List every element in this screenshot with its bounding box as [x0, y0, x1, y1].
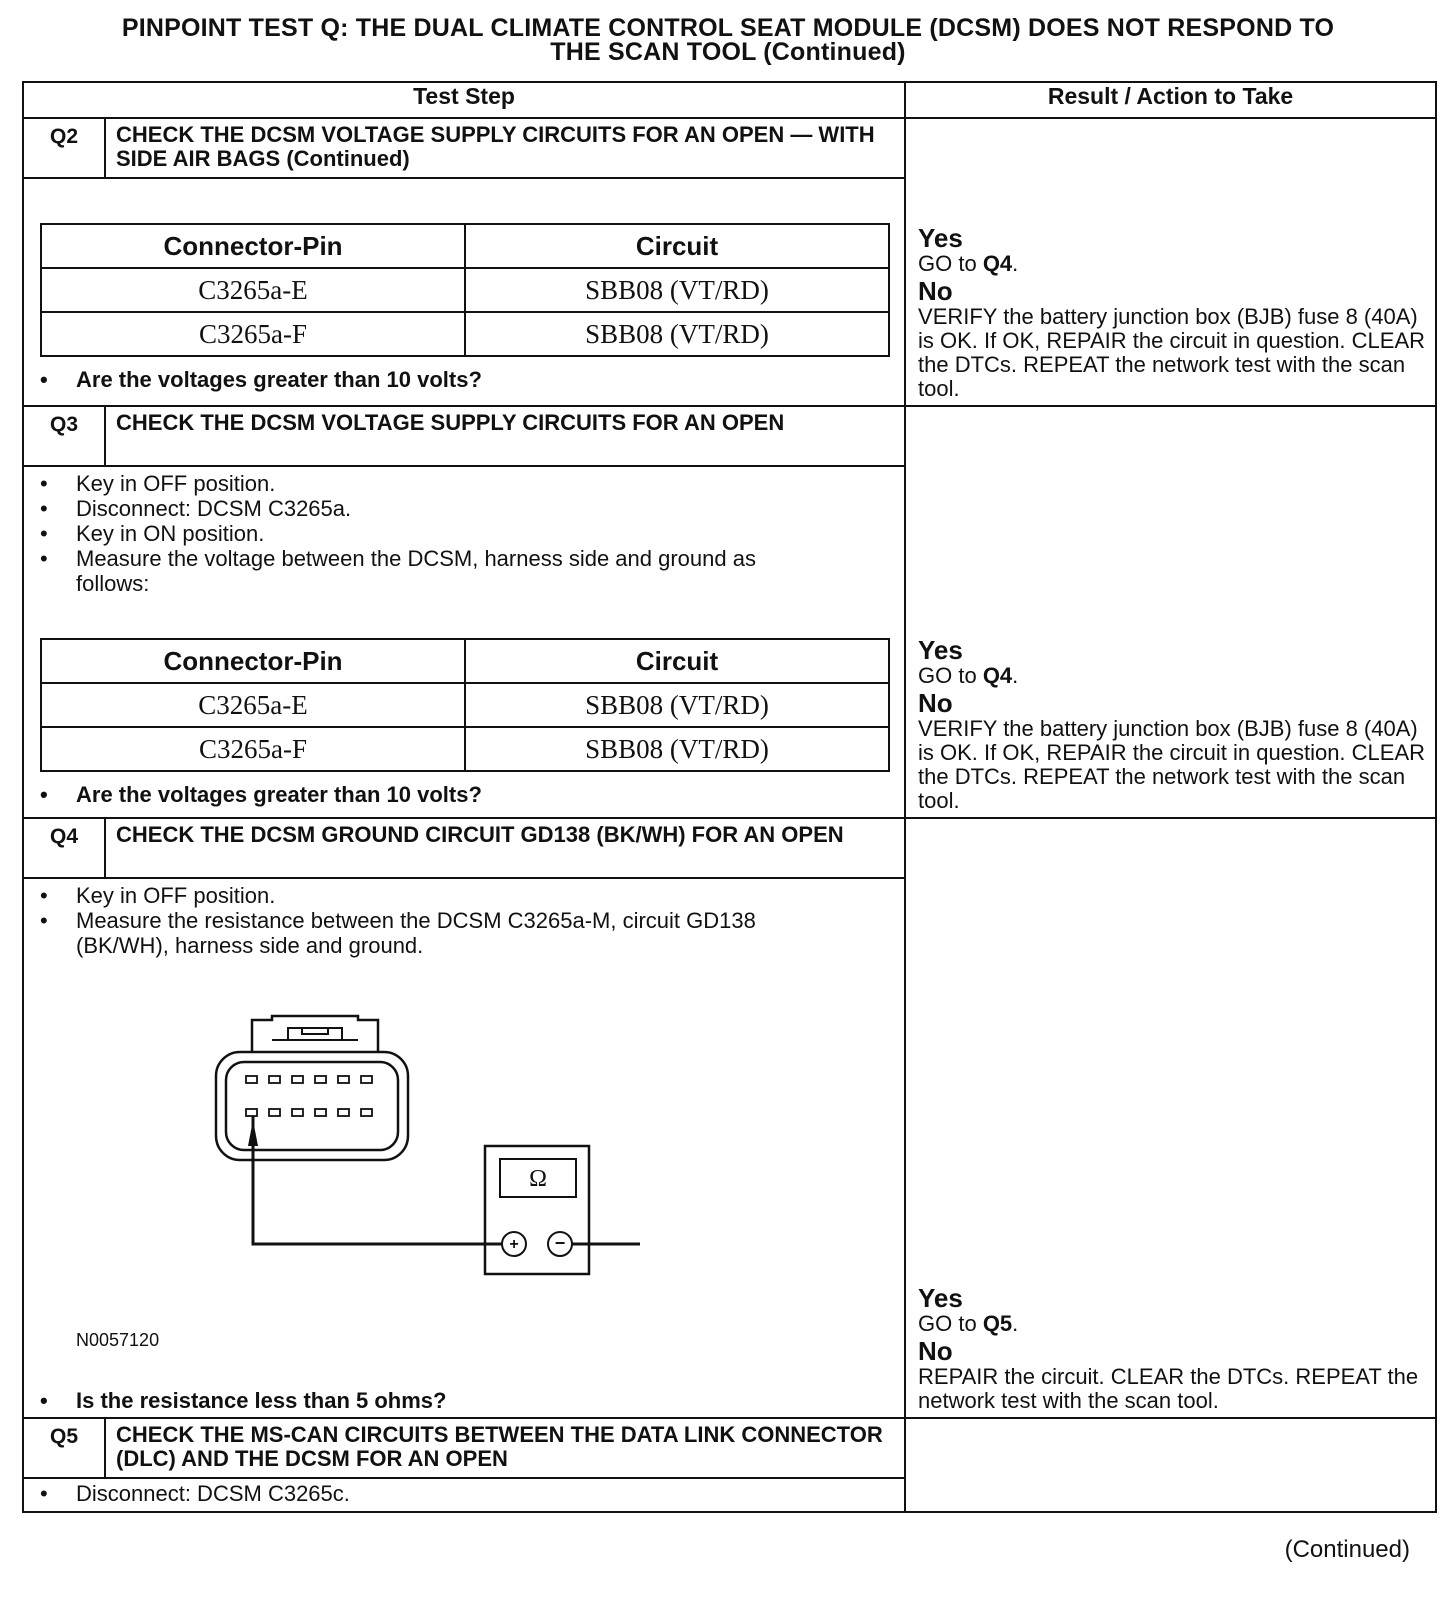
question-q4: • Is the resistance less than 5 ohms?: [40, 1388, 888, 1413]
step-number-q5: Q5: [23, 1418, 105, 1478]
connector-ohmmeter-figure: [40, 978, 640, 1358]
list-item: • Disconnect: DCSM C3265c.: [40, 1481, 888, 1506]
positive-lead: [253, 1116, 502, 1244]
connector-body: [216, 1052, 408, 1160]
ohmmeter-diagram: [40, 978, 640, 1378]
pin-cell: C3265a-E: [41, 268, 465, 312]
step-body-q3: [23, 466, 905, 818]
step-body-q4: [23, 878, 905, 1418]
yes-label-q4: Yes: [918, 1283, 963, 1313]
plus-sign: +: [509, 1236, 519, 1253]
pin-table-q3: [40, 638, 890, 772]
yes-action-q3: GO to Q4.: [918, 663, 1019, 688]
circuit-col-header: Circuit: [465, 224, 889, 268]
pinpoint-test-table: [22, 81, 1437, 1513]
step-number-q2: Q2: [23, 118, 105, 178]
page-title: [22, 16, 1434, 64]
pin-table-q2: [40, 223, 890, 357]
question-q3: • Are the voltages greater than 10 volts?: [40, 782, 888, 807]
step-number-q4: Q4: [23, 818, 105, 878]
yes-label-q3: Yes: [918, 635, 963, 665]
continued-label: (Continued): [1284, 1536, 1410, 1563]
list-item: • Key in OFF position.: [40, 883, 888, 908]
step-body-q5: [23, 1478, 905, 1512]
no-label-q4: No: [918, 1336, 953, 1366]
step-heading-q2: CHECK THE DCSM VOLTAGE SUPPLY CIRCUITS FOR AN OPEN — WITH SIDE AIR BAGS (Continued): [105, 118, 905, 178]
step-number-q3: Q3: [23, 406, 105, 466]
pin-col-header: Connector-Pin: [41, 224, 465, 268]
yes-action-q2: GO to Q4.: [918, 251, 1019, 276]
pin-cell: C3265a-E: [41, 683, 465, 727]
connector-pins: [246, 1076, 372, 1116]
no-action-q3: VERIFY the battery junction box (BJB) fuse 8 (40A) is OK. If OK, REPAIR the circuit in question. CLEAR the DTCs. REPEAT the network test with the scan tool.: [918, 716, 1426, 813]
step-heading-q5: CHECK THE MS-CAN CIRCUITS BETWEEN THE DATA LINK CONNECTOR (DLC) AND THE DCSM FOR AN OPEN: [105, 1418, 905, 1478]
circuit-cell: SBB08 (VT/RD): [465, 312, 889, 356]
probe-tip: [248, 1120, 258, 1146]
question-q2: • Are the voltages greater than 10 volts?: [40, 367, 888, 392]
no-action-q4: REPAIR the circuit. CLEAR the DTCs. REPEAT the network test with the scan tool.: [918, 1364, 1419, 1413]
circuit-col-header: Circuit: [465, 639, 889, 683]
result-q4: [905, 818, 1436, 1418]
title-line-2: THE SCAN TOOL (Continued): [550, 38, 906, 66]
no-label-q3: No: [918, 688, 953, 718]
step-heading-q3: CHECK THE DCSM VOLTAGE SUPPLY CIRCUITS FOR AN OPEN: [105, 406, 905, 466]
circuit-cell: SBB08 (VT/RD): [465, 683, 889, 727]
title-line-1: PINPOINT TEST Q: THE DUAL CLIMATE CONTROL SEAT MODULE (DCSM) DOES NOT RESPOND TO: [121, 14, 1335, 42]
figure-id: N0057120: [76, 1330, 160, 1350]
no-action-q2: VERIFY the battery junction box (BJB) fuse 8 (40A) is OK. If OK, REPAIR the circuit in question. CLEAR the DTCs. REPEAT the network test with the scan tool.: [918, 304, 1426, 401]
pin-cell: C3265a-F: [41, 312, 465, 356]
pin-col-header: Connector-Pin: [41, 639, 465, 683]
minus-sign: −: [554, 1233, 566, 1253]
circuit-cell: SBB08 (VT/RD): [465, 268, 889, 312]
negative-lead: [572, 1244, 640, 1300]
list-item: • Key in ON position.: [40, 521, 888, 546]
list-item: • Measure the voltage between the DCSM, harness side and ground as follows:: [40, 546, 888, 596]
pin-cell: C3265a-F: [41, 727, 465, 771]
step-body-q2: [23, 178, 905, 406]
circuit-cell: SBB08 (VT/RD): [465, 727, 889, 771]
list-item: • Measure the resistance between the DCSM C3265a-M, circuit GD138 (BK/WH), harness side and ground.: [40, 908, 888, 958]
header-result: Result / Action to Take: [905, 82, 1436, 118]
ohm-symbol: Ω: [529, 1166, 547, 1192]
result-q3: [905, 406, 1436, 818]
result-q5: [905, 1418, 1436, 1512]
list-item: • Disconnect: DCSM C3265a.: [40, 496, 888, 521]
yes-label-q2: Yes: [918, 223, 963, 253]
header-test-step: Test Step: [23, 82, 905, 118]
result-q2: [905, 118, 1436, 406]
no-label-q2: No: [918, 276, 953, 306]
step-heading-q4: CHECK THE DCSM GROUND CIRCUIT GD138 (BK/WH) FOR AN OPEN: [105, 818, 905, 878]
yes-action-q4: GO to Q5.: [918, 1311, 1019, 1336]
list-item: • Key in OFF position.: [40, 471, 888, 496]
